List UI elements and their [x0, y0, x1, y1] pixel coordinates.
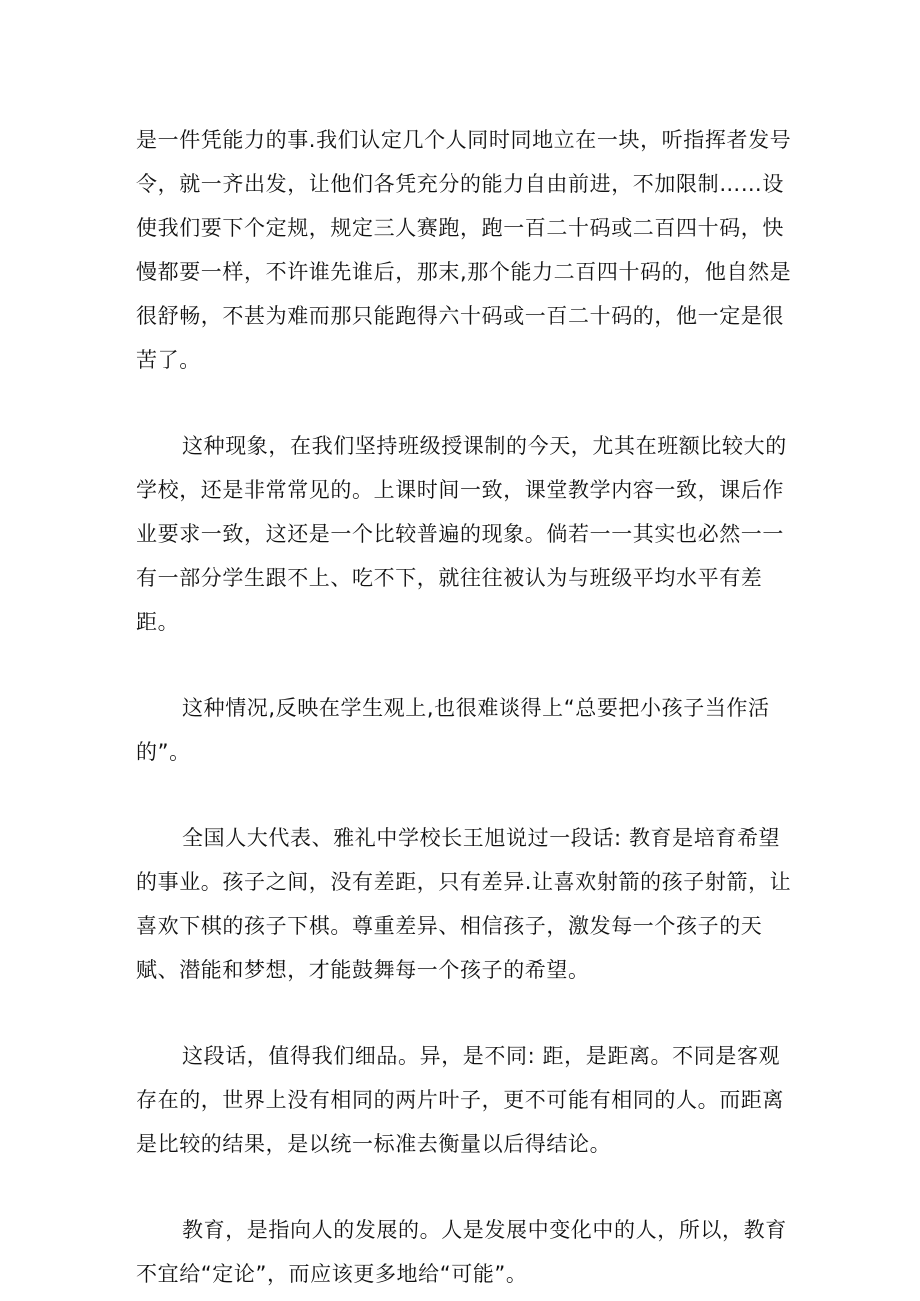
paragraph-2: 这种现象，在我们坚持班级授课制的今天，尤其在班额比较大的学校，还是非常常见的。上课时间一致，课堂教学内容一致，课后作业要求一致，这还是一个比较普遍的现象。倘若一一其实也必然一一有一部分学生跟不上、吃不下，就往往被认为与班级平均水平有差距。 [136, 434, 787, 634]
paragraph-3: 这种情况,反映在学生观上,也很难谈得上“总要把小孩子当作活的”。 [136, 696, 770, 764]
document-body [136, 118, 796, 1296]
paragraph-5: 这段话，值得我们细品。异，是不同: 距，是距离。不同是客观存在的，世界上没有相同的两片叶子，更不可能有相同的人。而距离是比较的结果，是以统一标准去衡量以后得结论。 [136, 1044, 784, 1156]
paragraph-1: 是一件凭能力的事.我们认定几个人同时同地立在一块，听指挥者发号令，就一齐出发，让他们各凭充分的能力自由前进，不加限制……设使我们要下个定规，规定三人赛跑，跑一百二十码或二百四十码，快慢都要一样，不许谁先谁后，那末,那个能力二百四十码的，他自然是很舒畅，不甚为难而那只能跑得六十码或一百二十码的，他一定是很苦了。 [136, 128, 792, 372]
paragraph-6: 教育，是指向人的发展的。人是发展中变化中的人，所以，教育不宜给“定论”，而应该更多地给“可能”。 [136, 1218, 787, 1286]
paragraph-4: 全国人大代表、雅礼中学校长王旭说过一段话: 教育是培育希望的事业。孩子之间，没有差距，只有差异.让喜欢射箭的孩子射箭，让喜欢下棋的孩子下棋。尊重差异、相信孩子，激发每一个孩子的天赋、潜能和梦想，才能鼓舞每一个孩子的希望。 [136, 826, 792, 982]
